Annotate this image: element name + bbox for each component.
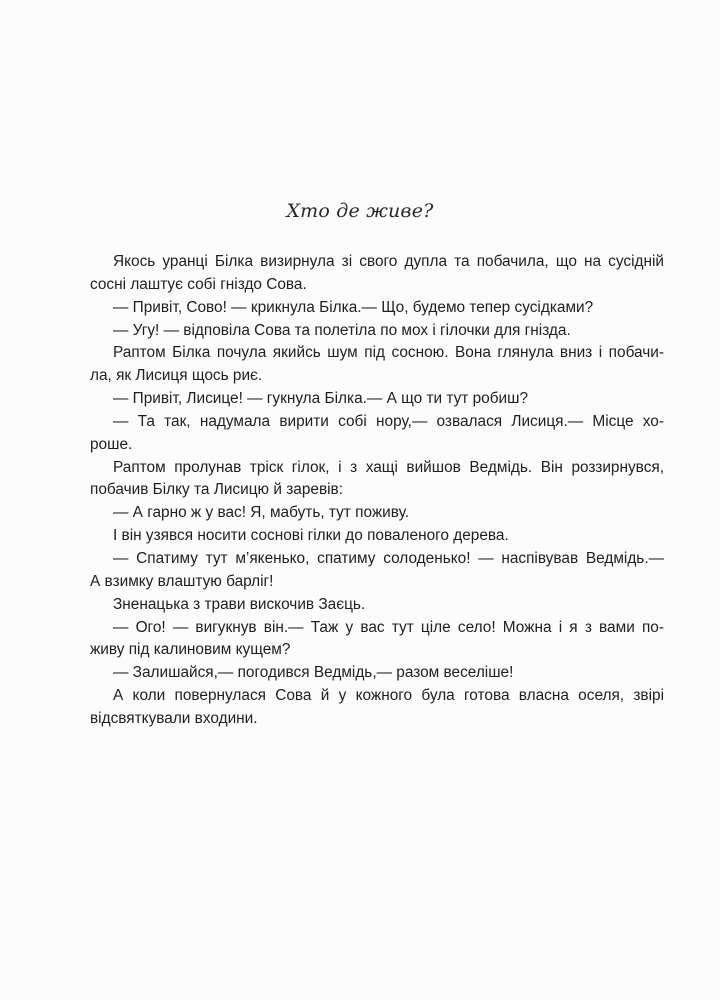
text-line: — Привіт, Лисице! — гукнула Білка.— А що ти тут робиш? [113,390,529,408]
text-line: — А гарно ж у вас! Я, мабуть, тут поживу. [113,504,410,522]
text-line: — Угу! — відповіла Сова та полетіла по мох і гілочки для гнізда. [113,321,571,339]
text-line: — Привіт, Сово! — крикнула Білка.— Що, будемо тепер сусідками? [113,298,594,316]
text-line: ла, як Лисиця щось риє. [90,367,263,385]
text-line: Якось уранці Білка визирнула зі свого дупла та побачила, що на сусідній [113,253,664,270]
text-line: роше. [90,435,133,453]
text-line: побачив Білку та Лисицю й заревів: [90,481,344,499]
page-title: Хто де живе? [286,200,434,222]
text-line: Раптом пролунав тріск гілок, і з хащі вийшов Ведмідь. Він роззирнувся, [113,458,664,476]
text-line: живу під калиновим кущем? [90,641,291,659]
text-line: відсвяткували входини. [90,709,258,727]
text-line: Раптом Білка почула якийсь шум під сосною. Вона глянула вниз і побачи- [113,344,664,362]
text-line: А взимку влаштую барліг! [90,572,274,590]
story-text [90,251,664,731]
text-line: І він узявся носити соснові гілки до поваленого дерева. [113,527,509,545]
text-line: Зненацька з трави вискочив Заєць. [113,595,366,613]
text-line: — Спатиму тут м’якенько, спатиму солоденько! — наспівував Ведмідь.— [113,549,664,567]
text-line: — Залишайся,— погодився Ведмідь,— разом веселіше! [113,664,514,682]
text-line: — Та так, надумала вирити собі нору,— озвалася Лисиця.— Місце хо- [113,412,664,430]
text-line: сосні лаштує собі гніздо Сова. [90,275,307,293]
text-line: — Ого! — вигукнув він.— Таж у вас тут ціле село! Можна і я з вами по- [113,618,664,636]
text-line: А коли повернулася Сова й у кожного була готова власна оселя, звірі [113,687,664,705]
